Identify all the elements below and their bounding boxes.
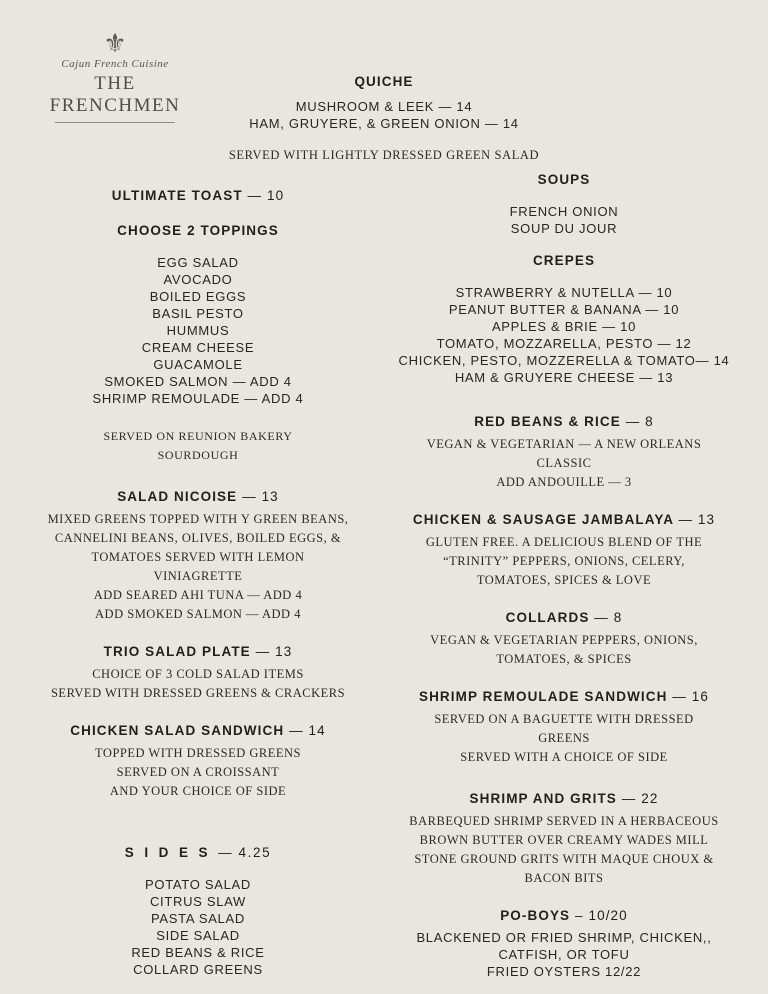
salad-nicoise-addon: ADD SEARED AHI TUNA — ADD 4 xyxy=(93,588,303,602)
trio-salad-plate-header xyxy=(38,644,358,659)
chicken-sausage-jambalaya-price: — 13 xyxy=(678,512,716,527)
soup-item: FRENCH ONION xyxy=(509,204,619,219)
sides-header xyxy=(38,845,358,860)
shrimp-and-grits-desc: BARBEQUED SHRIMP SERVED IN A HERBACEOUS xyxy=(409,814,719,828)
red-beans-and-rice-header xyxy=(394,414,734,429)
po-boys-desc: FRIED OYSTERS 12/22 xyxy=(486,964,642,979)
ultimate-toast-note: SOURDOUGH xyxy=(157,448,239,462)
side-item: COLLARD GREENS xyxy=(133,962,263,977)
left-menu-column xyxy=(38,188,358,978)
topping-item: HUMMUS xyxy=(166,323,230,338)
salad-nicoise-header xyxy=(38,489,358,504)
trio-salad-plate-desc: CHOICE OF 3 COLD SALAD ITEMS xyxy=(92,667,304,681)
sides-title: S I D E S xyxy=(124,845,211,860)
collards-title: COLLARDS xyxy=(505,610,590,625)
side-item: PASTA SALAD xyxy=(151,911,245,926)
shrimp-and-grits-title: SHRIMP AND GRITS xyxy=(469,791,617,806)
red-beans-and-rice-addon: ADD ANDOUILLE — 3 xyxy=(496,475,632,489)
quiche-section xyxy=(200,74,568,163)
chicken-salad-sandwich-header xyxy=(38,723,358,738)
salad-nicoise-section xyxy=(38,489,358,624)
shrimp-and-grits-desc: BACON BITS xyxy=(524,871,604,885)
crepe-item: STRAWBERRY & NUTELLA — 10 xyxy=(455,285,673,300)
chicken-salad-sandwich-price: — 14 xyxy=(289,723,326,738)
shrimp-and-grits-price: — 22 xyxy=(621,791,659,806)
po-boys-desc: CATFISH, OR TOFU xyxy=(498,947,630,962)
topping-item: BOILED EGGS xyxy=(149,289,247,304)
red-beans-and-rice-price: — 8 xyxy=(625,414,654,429)
red-beans-and-rice-title: RED BEANS & RICE xyxy=(474,414,621,429)
collards-desc: VEGAN & VEGETARIAN PEPPERS, ONIONS, xyxy=(430,633,698,647)
chicken-salad-sandwich-section xyxy=(38,723,358,801)
logo-brand-name: THE FRENCHMEN xyxy=(49,73,181,116)
crepe-item: TOMATO, MOZZARELLA, PESTO — 12 xyxy=(436,336,692,351)
chicken-sausage-jambalaya-desc: “TRINITY” PEPPERS, ONIONS, CELERY, xyxy=(443,554,685,568)
salad-nicoise-title: SALAD NICOISE xyxy=(117,489,238,504)
trio-salad-plate-section xyxy=(38,644,358,703)
chicken-sausage-jambalaya-section xyxy=(394,512,734,590)
sides-price: — 4.25 xyxy=(218,845,272,860)
shrimp-and-grits-section xyxy=(394,791,734,888)
logo-tagline: Cajun French Cuisine xyxy=(61,58,169,70)
topping-item: SHRIMP REMOULADE — ADD 4 xyxy=(92,391,304,406)
soup-item: SOUP DU JOUR xyxy=(510,221,618,236)
crepe-item: APPLES & BRIE — 10 xyxy=(491,319,637,334)
salad-nicoise-addon: ADD SMOKED SALMON — ADD 4 xyxy=(95,607,301,621)
ultimate-toast-header xyxy=(38,188,358,203)
topping-item: CREAM CHEESE xyxy=(141,340,255,355)
restaurant-logo xyxy=(30,18,200,116)
quiche-item: MUSHROOM & LEEK — 14 xyxy=(295,99,473,114)
collards-header xyxy=(394,610,734,625)
ultimate-toast-price: — 10 xyxy=(247,188,285,203)
quiche-note: SERVED WITH LIGHTLY DRESSED GREEN SALAD xyxy=(228,148,540,162)
quiche-header: QUICHE xyxy=(354,74,414,89)
side-item: POTATO SALAD xyxy=(145,877,251,892)
chicken-sausage-jambalaya-desc: GLUTEN FREE. A DELICIOUS BLEND OF THE xyxy=(425,535,703,549)
chicken-salad-sandwich-title: CHICKEN SALAD SANDWICH xyxy=(70,723,285,738)
red-beans-and-rice-desc: CLASSIC xyxy=(536,456,592,470)
salad-nicoise-desc: MIXED GREENS TOPPED WITH Y GREEN BEANS, xyxy=(47,512,349,526)
crepe-item: CHICKEN, PESTO, MOZZERELLA & TOMATO— 14 xyxy=(398,353,730,368)
collards-desc: TOMATOES, & SPICES xyxy=(496,652,632,666)
shrimp-and-grits-header xyxy=(394,791,734,806)
chicken-sausage-jambalaya-title: CHICKEN & SAUSAGE JAMBALAYA xyxy=(412,512,674,527)
trio-salad-plate-desc: SERVED WITH DRESSED GREENS & CRACKERS xyxy=(50,686,346,700)
topping-item: AVOCADO xyxy=(163,272,233,287)
chicken-salad-sandwich-desc: AND YOUR CHOICE OF SIDE xyxy=(109,784,287,798)
collards-price: — 8 xyxy=(594,610,623,625)
side-item: SIDE SALAD xyxy=(156,928,240,943)
shrimp-remoulade-sandwich-title: SHRIMP REMOULADE SANDWICH xyxy=(418,689,668,704)
po-boys-desc: BLACKENED OR FRIED SHRIMP, CHICKEN,, xyxy=(416,930,712,945)
right-menu-column xyxy=(394,172,734,980)
shrimp-remoulade-sandwich-price: — 16 xyxy=(672,689,710,704)
salad-nicoise-desc: TOMATOES SERVED WITH LEMON xyxy=(91,550,305,564)
topping-item: EGG SALAD xyxy=(157,255,239,270)
soups-header: SOUPS xyxy=(537,172,591,187)
trio-salad-plate-title: TRIO SALAD PLATE xyxy=(103,644,251,659)
soups-section xyxy=(394,172,734,237)
shrimp-remoulade-sandwich-section xyxy=(394,689,734,767)
po-boys-section xyxy=(394,908,734,980)
shrimp-and-grits-desc: STONE GROUND GRITS WITH MAQUE CHOUX & xyxy=(414,852,714,866)
ultimate-toast-note: SERVED ON REUNION BAKERY xyxy=(103,429,293,443)
crepe-item: PEANUT BUTTER & BANANA — 10 xyxy=(448,302,680,317)
red-beans-and-rice-desc: VEGAN & VEGETARIAN — A NEW ORLEANS xyxy=(426,437,702,451)
side-item: RED BEANS & RICE xyxy=(131,945,265,960)
ultimate-toast-subheader: CHOOSE 2 TOPPINGS xyxy=(117,223,279,238)
topping-item: GUACAMOLE xyxy=(153,357,243,372)
po-boys-header xyxy=(394,908,734,923)
topping-item: BASIL PESTO xyxy=(152,306,244,321)
crepes-section xyxy=(394,253,734,386)
crepes-header: CREPES xyxy=(532,253,596,268)
chicken-salad-sandwich-desc: TOPPED WITH DRESSED GREENS xyxy=(95,746,301,760)
shrimp-and-grits-desc: BROWN BUTTER OVER CREAMY WADES MILL xyxy=(419,833,709,847)
crepe-item: HAM & GRUYERE CHEESE — 13 xyxy=(454,370,674,385)
ultimate-toast-title: ULTIMATE TOAST xyxy=(111,188,243,203)
shrimp-remoulade-sandwich-desc: SERVED ON A BAGUETTE WITH DRESSED xyxy=(434,712,694,726)
salad-nicoise-price: — 13 xyxy=(242,489,279,504)
side-item: CITRUS SLAW xyxy=(149,894,247,909)
fleur-de-lis-icon: ⚜ xyxy=(103,28,127,58)
red-beans-and-rice-section xyxy=(394,414,734,492)
po-boys-title: PO-BOYS xyxy=(500,908,571,923)
logo-divider xyxy=(55,122,175,123)
collards-section xyxy=(394,610,734,669)
shrimp-remoulade-sandwich-desc: GREENS xyxy=(538,731,590,745)
chicken-sausage-jambalaya-desc: TOMATOES, SPICES & LOVE xyxy=(476,573,652,587)
sides-section xyxy=(38,845,358,978)
chicken-sausage-jambalaya-header xyxy=(394,512,734,527)
chicken-salad-sandwich-desc: SERVED ON A CROISSANT xyxy=(116,765,280,779)
topping-item: SMOKED SALMON — ADD 4 xyxy=(104,374,292,389)
salad-nicoise-desc: VINIAGRETTE xyxy=(153,569,243,583)
shrimp-remoulade-sandwich-desc: SERVED WITH A CHOICE OF SIDE xyxy=(460,750,668,764)
po-boys-price: – 10/20 xyxy=(575,908,628,923)
salad-nicoise-desc: CANNELINI BEANS, OLIVES, BOILED EGGS, & xyxy=(54,531,342,545)
shrimp-remoulade-sandwich-header xyxy=(394,689,734,704)
ultimate-toast-section xyxy=(38,188,358,465)
quiche-item: HAM, GRUYERE, & GREEN ONION — 14 xyxy=(249,116,519,131)
trio-salad-plate-price: — 13 xyxy=(255,644,293,659)
